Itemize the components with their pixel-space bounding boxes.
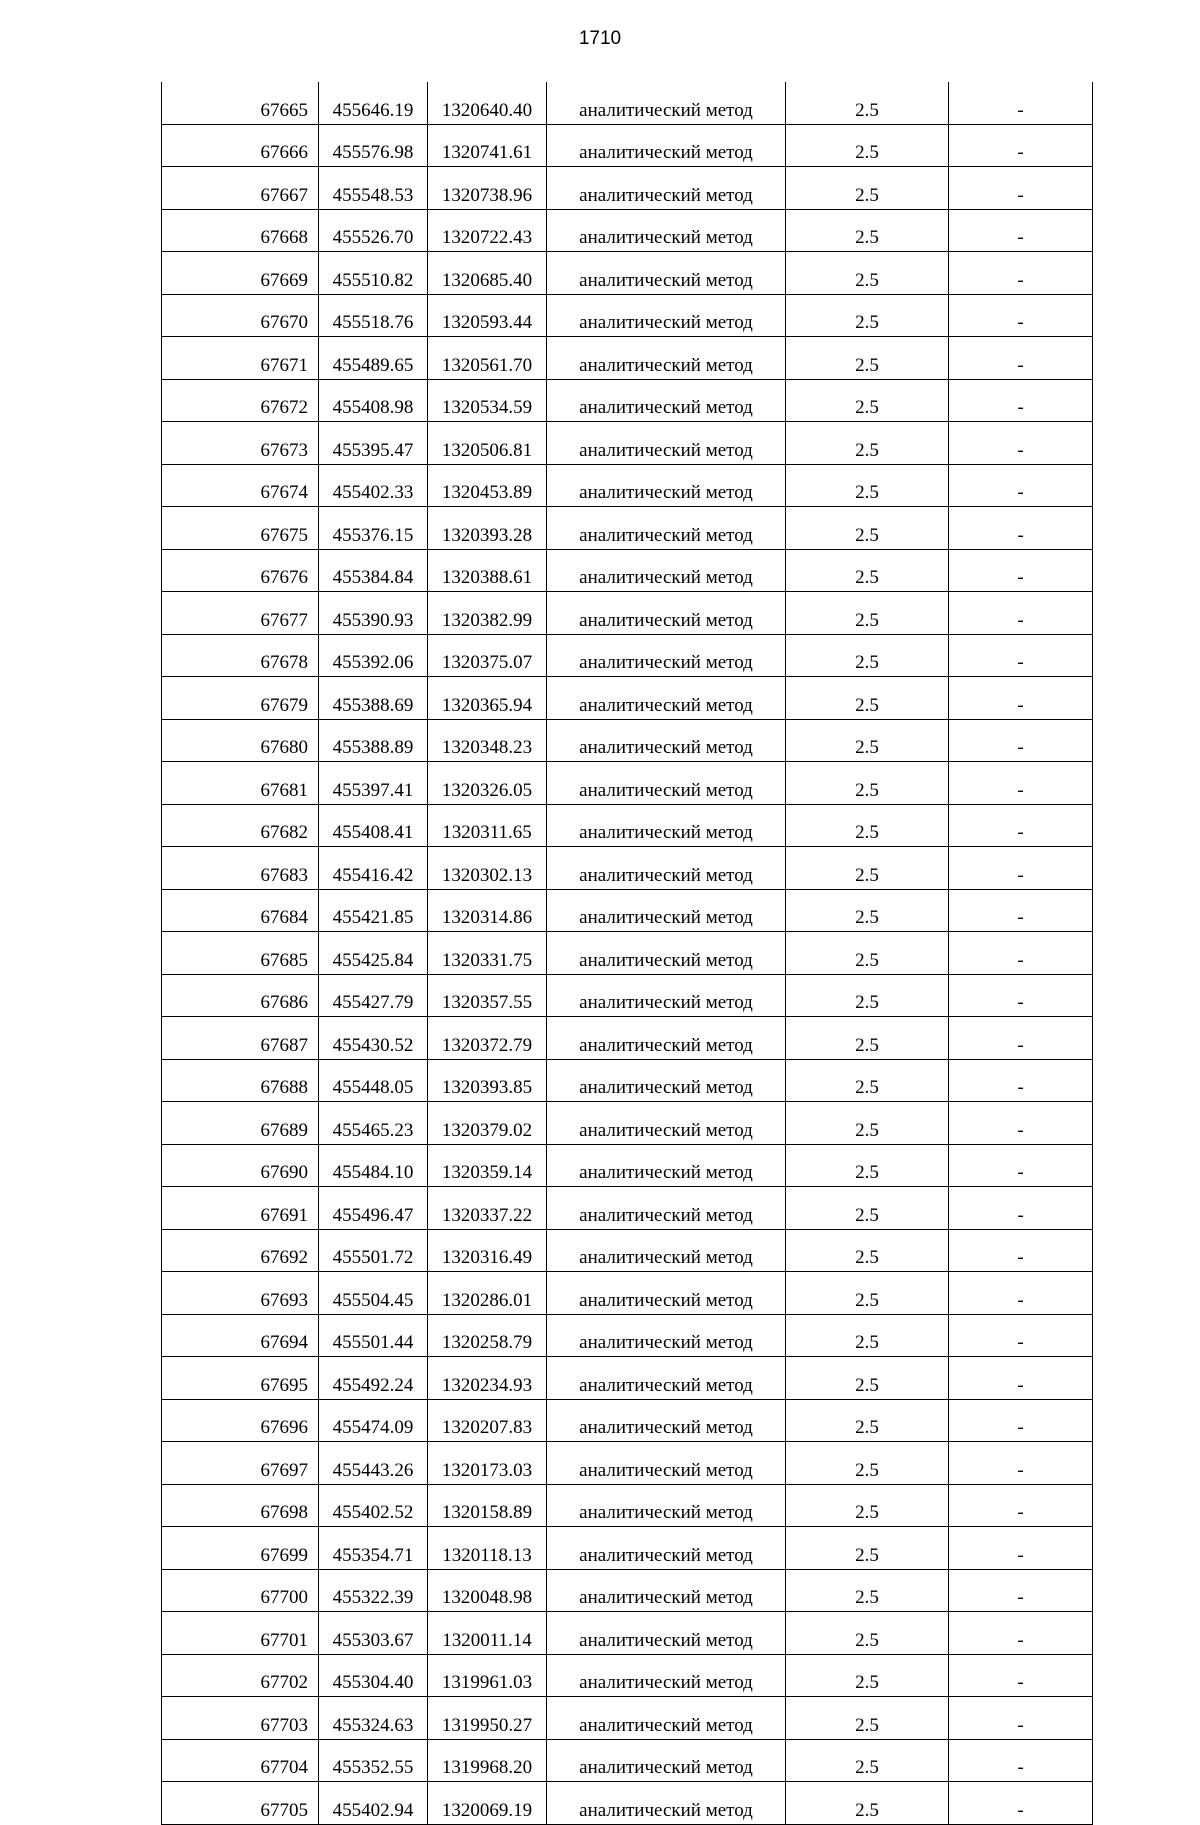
table-row <box>162 167 1093 210</box>
method-cell: аналитический метод <box>547 294 786 337</box>
table-row <box>162 422 1093 465</box>
x-coordinate-cell: 455427.79 <box>319 974 428 1017</box>
note-cell: - <box>949 1144 1093 1187</box>
point-number-cell: 67701 <box>162 1612 319 1655</box>
y-coordinate-cell: 1320311.65 <box>428 804 547 847</box>
x-coordinate-cell: 455384.84 <box>319 549 428 592</box>
note-cell: - <box>949 1739 1093 1782</box>
y-coordinate-cell: 1320234.93 <box>428 1357 547 1400</box>
point-number-cell: 67696 <box>162 1399 319 1442</box>
note-cell: - <box>949 719 1093 762</box>
point-number-cell: 67678 <box>162 634 319 677</box>
x-coordinate-cell: 455430.52 <box>319 1017 428 1060</box>
method-cell: аналитический метод <box>547 1017 786 1060</box>
x-coordinate-cell: 455510.82 <box>319 252 428 295</box>
table-row <box>162 294 1093 337</box>
x-coordinate-cell: 455496.47 <box>319 1187 428 1230</box>
x-coordinate-cell: 455646.19 <box>319 82 428 124</box>
method-cell: аналитический метод <box>547 1314 786 1357</box>
note-cell: - <box>949 804 1093 847</box>
x-coordinate-cell: 455501.72 <box>319 1229 428 1272</box>
point-number-cell: 67691 <box>162 1187 319 1230</box>
y-coordinate-cell: 1320337.22 <box>428 1187 547 1230</box>
accuracy-cell: 2.5 <box>786 592 949 635</box>
accuracy-cell: 2.5 <box>786 719 949 762</box>
method-cell: аналитический метод <box>547 464 786 507</box>
y-coordinate-cell: 1320738.96 <box>428 167 547 210</box>
point-number-cell: 67704 <box>162 1739 319 1782</box>
point-number-cell: 67705 <box>162 1782 319 1825</box>
x-coordinate-cell: 455388.89 <box>319 719 428 762</box>
table-row <box>162 1059 1093 1102</box>
note-cell: - <box>949 1484 1093 1527</box>
note-cell: - <box>949 1102 1093 1145</box>
x-coordinate-cell: 455474.09 <box>319 1399 428 1442</box>
y-coordinate-cell: 1320561.70 <box>428 337 547 380</box>
table-row <box>162 1527 1093 1570</box>
x-coordinate-cell: 455492.24 <box>319 1357 428 1400</box>
note-cell: - <box>949 549 1093 592</box>
y-coordinate-cell: 1320348.23 <box>428 719 547 762</box>
accuracy-cell: 2.5 <box>786 124 949 167</box>
method-cell: аналитический метод <box>547 167 786 210</box>
method-cell: аналитический метод <box>547 1654 786 1697</box>
table-row <box>162 1697 1093 1740</box>
point-number-cell: 67700 <box>162 1569 319 1612</box>
y-coordinate-cell: 1320372.79 <box>428 1017 547 1060</box>
table-row <box>162 592 1093 635</box>
table-row <box>162 889 1093 932</box>
point-number-cell: 67689 <box>162 1102 319 1145</box>
accuracy-cell: 2.5 <box>786 847 949 890</box>
note-cell: - <box>949 677 1093 720</box>
x-coordinate-cell: 455376.15 <box>319 507 428 550</box>
accuracy-cell: 2.5 <box>786 1314 949 1357</box>
x-coordinate-cell: 455324.63 <box>319 1697 428 1740</box>
method-cell: аналитический метод <box>547 1229 786 1272</box>
accuracy-cell: 2.5 <box>786 1569 949 1612</box>
accuracy-cell: 2.5 <box>786 889 949 932</box>
point-number-cell: 67683 <box>162 847 319 890</box>
point-number-cell: 67679 <box>162 677 319 720</box>
point-number-cell: 67665 <box>162 82 319 124</box>
note-cell: - <box>949 1654 1093 1697</box>
accuracy-cell: 2.5 <box>786 1399 949 1442</box>
y-coordinate-cell: 1320302.13 <box>428 847 547 890</box>
accuracy-cell: 2.5 <box>786 804 949 847</box>
table-row <box>162 1229 1093 1272</box>
y-coordinate-cell: 1320207.83 <box>428 1399 547 1442</box>
note-cell: - <box>949 1697 1093 1740</box>
table-row <box>162 1739 1093 1782</box>
y-coordinate-cell: 1320722.43 <box>428 209 547 252</box>
y-coordinate-cell: 1320365.94 <box>428 677 547 720</box>
accuracy-cell: 2.5 <box>786 974 949 1017</box>
y-coordinate-cell: 1320393.85 <box>428 1059 547 1102</box>
accuracy-cell: 2.5 <box>786 1357 949 1400</box>
note-cell: - <box>949 464 1093 507</box>
note-cell: - <box>949 1017 1093 1060</box>
table-row <box>162 1484 1093 1527</box>
x-coordinate-cell: 455421.85 <box>319 889 428 932</box>
method-cell: аналитический метод <box>547 209 786 252</box>
table-row <box>162 804 1093 847</box>
x-coordinate-cell: 455501.44 <box>319 1314 428 1357</box>
table-row <box>162 124 1093 167</box>
accuracy-cell: 2.5 <box>786 1144 949 1187</box>
note-cell: - <box>949 762 1093 805</box>
accuracy-cell: 2.5 <box>786 932 949 975</box>
note-cell: - <box>949 592 1093 635</box>
note-cell: - <box>949 1399 1093 1442</box>
method-cell: аналитический метод <box>547 549 786 592</box>
y-coordinate-cell: 1320388.61 <box>428 549 547 592</box>
method-cell: аналитический метод <box>547 337 786 380</box>
y-coordinate-cell: 1320011.14 <box>428 1612 547 1655</box>
x-coordinate-cell: 455402.94 <box>319 1782 428 1825</box>
accuracy-cell: 2.5 <box>786 82 949 124</box>
method-cell: аналитический метод <box>547 124 786 167</box>
y-coordinate-cell: 1319961.03 <box>428 1654 547 1697</box>
method-cell: аналитический метод <box>547 762 786 805</box>
method-cell: аналитический метод <box>547 252 786 295</box>
table-row <box>162 932 1093 975</box>
accuracy-cell: 2.5 <box>786 1697 949 1740</box>
note-cell: - <box>949 932 1093 975</box>
x-coordinate-cell: 455408.41 <box>319 804 428 847</box>
accuracy-cell: 2.5 <box>786 294 949 337</box>
method-cell: аналитический метод <box>547 1102 786 1145</box>
note-cell: - <box>949 422 1093 465</box>
method-cell: аналитический метод <box>547 889 786 932</box>
x-coordinate-cell: 455548.53 <box>319 167 428 210</box>
coordinates-table <box>161 82 1093 1825</box>
point-number-cell: 67675 <box>162 507 319 550</box>
accuracy-cell: 2.5 <box>786 1187 949 1230</box>
point-number-cell: 67682 <box>162 804 319 847</box>
x-coordinate-cell: 455395.47 <box>319 422 428 465</box>
note-cell: - <box>949 1187 1093 1230</box>
table-row <box>162 974 1093 1017</box>
accuracy-cell: 2.5 <box>786 422 949 465</box>
x-coordinate-cell: 455576.98 <box>319 124 428 167</box>
note-cell: - <box>949 252 1093 295</box>
y-coordinate-cell: 1320048.98 <box>428 1569 547 1612</box>
y-coordinate-cell: 1320741.61 <box>428 124 547 167</box>
accuracy-cell: 2.5 <box>786 1059 949 1102</box>
point-number-cell: 67690 <box>162 1144 319 1187</box>
method-cell: аналитический метод <box>547 974 786 1017</box>
point-number-cell: 67685 <box>162 932 319 975</box>
table-row <box>162 1272 1093 1315</box>
accuracy-cell: 2.5 <box>786 1782 949 1825</box>
method-cell: аналитический метод <box>547 1357 786 1400</box>
point-number-cell: 67686 <box>162 974 319 1017</box>
y-coordinate-cell: 1320331.75 <box>428 932 547 975</box>
table-row <box>162 1654 1093 1697</box>
y-coordinate-cell: 1320286.01 <box>428 1272 547 1315</box>
note-cell: - <box>949 889 1093 932</box>
point-number-cell: 67668 <box>162 209 319 252</box>
method-cell: аналитический метод <box>547 1442 786 1485</box>
x-coordinate-cell: 455489.65 <box>319 337 428 380</box>
note-cell: - <box>949 209 1093 252</box>
method-cell: аналитический метод <box>547 634 786 677</box>
table-row <box>162 719 1093 762</box>
x-coordinate-cell: 455465.23 <box>319 1102 428 1145</box>
x-coordinate-cell: 455448.05 <box>319 1059 428 1102</box>
accuracy-cell: 2.5 <box>786 1442 949 1485</box>
x-coordinate-cell: 455408.98 <box>319 379 428 422</box>
y-coordinate-cell: 1320069.19 <box>428 1782 547 1825</box>
method-cell: аналитический метод <box>547 1272 786 1315</box>
x-coordinate-cell: 455397.41 <box>319 762 428 805</box>
table-row <box>162 549 1093 592</box>
method-cell: аналитический метод <box>547 1059 786 1102</box>
method-cell: аналитический метод <box>547 592 786 635</box>
y-coordinate-cell: 1320393.28 <box>428 507 547 550</box>
x-coordinate-cell: 455443.26 <box>319 1442 428 1485</box>
table-row <box>162 337 1093 380</box>
accuracy-cell: 2.5 <box>786 1739 949 1782</box>
note-cell: - <box>949 1059 1093 1102</box>
point-number-cell: 67697 <box>162 1442 319 1485</box>
method-cell: аналитический метод <box>547 379 786 422</box>
table-row <box>162 1612 1093 1655</box>
method-cell: аналитический метод <box>547 932 786 975</box>
point-number-cell: 67687 <box>162 1017 319 1060</box>
y-coordinate-cell: 1319968.20 <box>428 1739 547 1782</box>
y-coordinate-cell: 1320258.79 <box>428 1314 547 1357</box>
y-coordinate-cell: 1320326.05 <box>428 762 547 805</box>
accuracy-cell: 2.5 <box>786 337 949 380</box>
method-cell: аналитический метод <box>547 677 786 720</box>
point-number-cell: 67681 <box>162 762 319 805</box>
table-row <box>162 464 1093 507</box>
note-cell: - <box>949 1569 1093 1612</box>
x-coordinate-cell: 455484.10 <box>319 1144 428 1187</box>
coordinates-table-body <box>162 82 1093 1824</box>
method-cell: аналитический метод <box>547 82 786 124</box>
method-cell: аналитический метод <box>547 847 786 890</box>
accuracy-cell: 2.5 <box>786 1654 949 1697</box>
x-coordinate-cell: 455354.71 <box>319 1527 428 1570</box>
method-cell: аналитический метод <box>547 804 786 847</box>
note-cell: - <box>949 294 1093 337</box>
x-coordinate-cell: 455303.67 <box>319 1612 428 1655</box>
table-row <box>162 677 1093 720</box>
table-row <box>162 1782 1093 1825</box>
accuracy-cell: 2.5 <box>786 379 949 422</box>
y-coordinate-cell: 1320316.49 <box>428 1229 547 1272</box>
note-cell: - <box>949 1442 1093 1485</box>
point-number-cell: 67667 <box>162 167 319 210</box>
point-number-cell: 67680 <box>162 719 319 762</box>
note-cell: - <box>949 82 1093 124</box>
method-cell: аналитический метод <box>547 1782 786 1825</box>
point-number-cell: 67695 <box>162 1357 319 1400</box>
accuracy-cell: 2.5 <box>786 507 949 550</box>
point-number-cell: 67666 <box>162 124 319 167</box>
note-cell: - <box>949 337 1093 380</box>
method-cell: аналитический метод <box>547 507 786 550</box>
method-cell: аналитический метод <box>547 1527 786 1570</box>
table-row <box>162 1187 1093 1230</box>
point-number-cell: 67702 <box>162 1654 319 1697</box>
method-cell: аналитический метод <box>547 1187 786 1230</box>
table-row <box>162 1357 1093 1400</box>
accuracy-cell: 2.5 <box>786 1484 949 1527</box>
table-row <box>162 634 1093 677</box>
method-cell: аналитический метод <box>547 1739 786 1782</box>
table-row <box>162 379 1093 422</box>
note-cell: - <box>949 124 1093 167</box>
method-cell: аналитический метод <box>547 422 786 465</box>
note-cell: - <box>949 847 1093 890</box>
note-cell: - <box>949 1357 1093 1400</box>
table-row <box>162 1017 1093 1060</box>
x-coordinate-cell: 455304.40 <box>319 1654 428 1697</box>
method-cell: аналитический метод <box>547 1399 786 1442</box>
accuracy-cell: 2.5 <box>786 1017 949 1060</box>
table-row <box>162 1144 1093 1187</box>
table-row <box>162 209 1093 252</box>
note-cell: - <box>949 379 1093 422</box>
table-row <box>162 1102 1093 1145</box>
x-coordinate-cell: 455425.84 <box>319 932 428 975</box>
point-number-cell: 67677 <box>162 592 319 635</box>
method-cell: аналитический метод <box>547 1484 786 1527</box>
point-number-cell: 67671 <box>162 337 319 380</box>
accuracy-cell: 2.5 <box>786 1272 949 1315</box>
y-coordinate-cell: 1320314.86 <box>428 889 547 932</box>
y-coordinate-cell: 1320379.02 <box>428 1102 547 1145</box>
accuracy-cell: 2.5 <box>786 209 949 252</box>
accuracy-cell: 2.5 <box>786 1612 949 1655</box>
point-number-cell: 67672 <box>162 379 319 422</box>
point-number-cell: 67698 <box>162 1484 319 1527</box>
x-coordinate-cell: 455526.70 <box>319 209 428 252</box>
note-cell: - <box>949 1782 1093 1825</box>
y-coordinate-cell: 1320118.13 <box>428 1527 547 1570</box>
x-coordinate-cell: 455504.45 <box>319 1272 428 1315</box>
accuracy-cell: 2.5 <box>786 1229 949 1272</box>
y-coordinate-cell: 1320640.40 <box>428 82 547 124</box>
note-cell: - <box>949 974 1093 1017</box>
accuracy-cell: 2.5 <box>786 762 949 805</box>
point-number-cell: 67674 <box>162 464 319 507</box>
note-cell: - <box>949 507 1093 550</box>
y-coordinate-cell: 1320382.99 <box>428 592 547 635</box>
accuracy-cell: 2.5 <box>786 1102 949 1145</box>
x-coordinate-cell: 455402.52 <box>319 1484 428 1527</box>
point-number-cell: 67693 <box>162 1272 319 1315</box>
y-coordinate-cell: 1320173.03 <box>428 1442 547 1485</box>
table-row <box>162 1569 1093 1612</box>
point-number-cell: 67670 <box>162 294 319 337</box>
table-row <box>162 847 1093 890</box>
y-coordinate-cell: 1320593.44 <box>428 294 547 337</box>
method-cell: аналитический метод <box>547 1569 786 1612</box>
y-coordinate-cell: 1320158.89 <box>428 1484 547 1527</box>
note-cell: - <box>949 1612 1093 1655</box>
point-number-cell: 67676 <box>162 549 319 592</box>
y-coordinate-cell: 1320359.14 <box>428 1144 547 1187</box>
y-coordinate-cell: 1320453.89 <box>428 464 547 507</box>
accuracy-cell: 2.5 <box>786 464 949 507</box>
accuracy-cell: 2.5 <box>786 549 949 592</box>
x-coordinate-cell: 455402.33 <box>319 464 428 507</box>
x-coordinate-cell: 455416.42 <box>319 847 428 890</box>
table-row <box>162 1399 1093 1442</box>
note-cell: - <box>949 1272 1093 1315</box>
point-number-cell: 67692 <box>162 1229 319 1272</box>
y-coordinate-cell: 1320534.59 <box>428 379 547 422</box>
point-number-cell: 67688 <box>162 1059 319 1102</box>
y-coordinate-cell: 1320357.55 <box>428 974 547 1017</box>
accuracy-cell: 2.5 <box>786 677 949 720</box>
y-coordinate-cell: 1320685.40 <box>428 252 547 295</box>
y-coordinate-cell: 1319950.27 <box>428 1697 547 1740</box>
accuracy-cell: 2.5 <box>786 634 949 677</box>
point-number-cell: 67669 <box>162 252 319 295</box>
point-number-cell: 67684 <box>162 889 319 932</box>
accuracy-cell: 2.5 <box>786 167 949 210</box>
accuracy-cell: 2.5 <box>786 252 949 295</box>
point-number-cell: 67699 <box>162 1527 319 1570</box>
point-number-cell: 67673 <box>162 422 319 465</box>
x-coordinate-cell: 455322.39 <box>319 1569 428 1612</box>
note-cell: - <box>949 1229 1093 1272</box>
method-cell: аналитический метод <box>547 1612 786 1655</box>
method-cell: аналитический метод <box>547 1144 786 1187</box>
note-cell: - <box>949 167 1093 210</box>
table-row <box>162 82 1093 124</box>
x-coordinate-cell: 455388.69 <box>319 677 428 720</box>
point-number-cell: 67703 <box>162 1697 319 1740</box>
x-coordinate-cell: 455392.06 <box>319 634 428 677</box>
page-number: 1710 <box>578 28 622 49</box>
note-cell: - <box>949 634 1093 677</box>
note-cell: - <box>949 1314 1093 1357</box>
table-row <box>162 1442 1093 1485</box>
table-row <box>162 252 1093 295</box>
y-coordinate-cell: 1320375.07 <box>428 634 547 677</box>
point-number-cell: 67694 <box>162 1314 319 1357</box>
accuracy-cell: 2.5 <box>786 1527 949 1570</box>
method-cell: аналитический метод <box>547 719 786 762</box>
table-row <box>162 1314 1093 1357</box>
note-cell: - <box>949 1527 1093 1570</box>
x-coordinate-cell: 455390.93 <box>319 592 428 635</box>
table-row <box>162 507 1093 550</box>
x-coordinate-cell: 455352.55 <box>319 1739 428 1782</box>
table-row <box>162 762 1093 805</box>
x-coordinate-cell: 455518.76 <box>319 294 428 337</box>
y-coordinate-cell: 1320506.81 <box>428 422 547 465</box>
method-cell: аналитический метод <box>547 1697 786 1740</box>
